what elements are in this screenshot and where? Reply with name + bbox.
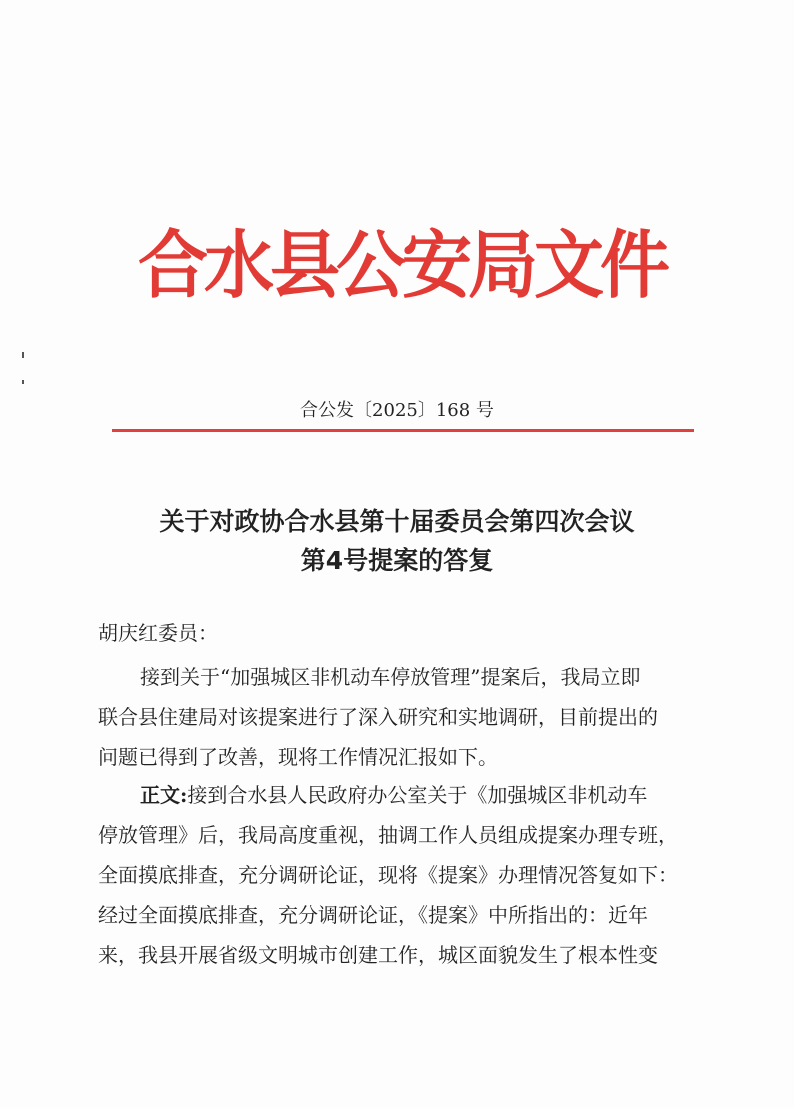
paragraph-lead-label: 正文: (140, 783, 188, 807)
red-separator-rule (112, 429, 694, 432)
paragraph-line: 联合县住建局对该提案进行了深入研究和实地调研，目前提出的 (98, 705, 658, 729)
document-masthead: 合水县公安局文件 (138, 222, 666, 309)
document-title-line-2: 第4号提案的答复 (300, 546, 494, 575)
binding-mark (22, 380, 24, 384)
paragraph-line (98, 775, 690, 815)
paragraph-intro (98, 657, 690, 777)
binding-mark (22, 352, 24, 358)
paragraph-line-text: 接到合水县人民政府办公室关于《加强城区非机动车 (187, 783, 648, 807)
paragraph-line: 经过全面摸底排查，充分调研论证，《提案》中所指出的：近年 (98, 903, 648, 927)
paragraph-main (98, 775, 690, 975)
document-number: 合公发〔2025〕168 号 (300, 400, 494, 421)
paragraph-line: 问题已得到了改善，现将工作情况汇报如下。 (98, 745, 498, 769)
salutation: 胡庆红委员： (98, 621, 218, 645)
paragraph-line: 接到关于“加强城区非机动车停放管理”提案后，我局立即 (140, 665, 641, 689)
document-title-line-1: 关于对政协合水县第十届委员会第四次会议 (159, 507, 635, 536)
paragraph-line: 全面摸底排查，充分调研论证，现将《提案》办理情况答复如下： (98, 863, 678, 887)
paragraph-line: 停放管理》后，我局高度重视，抽调工作人员组成提案办理专班， (98, 823, 678, 847)
paragraph-line: 来，我县开展省级文明城市创建工作，城区面貌发生了根本性变 (98, 943, 658, 967)
